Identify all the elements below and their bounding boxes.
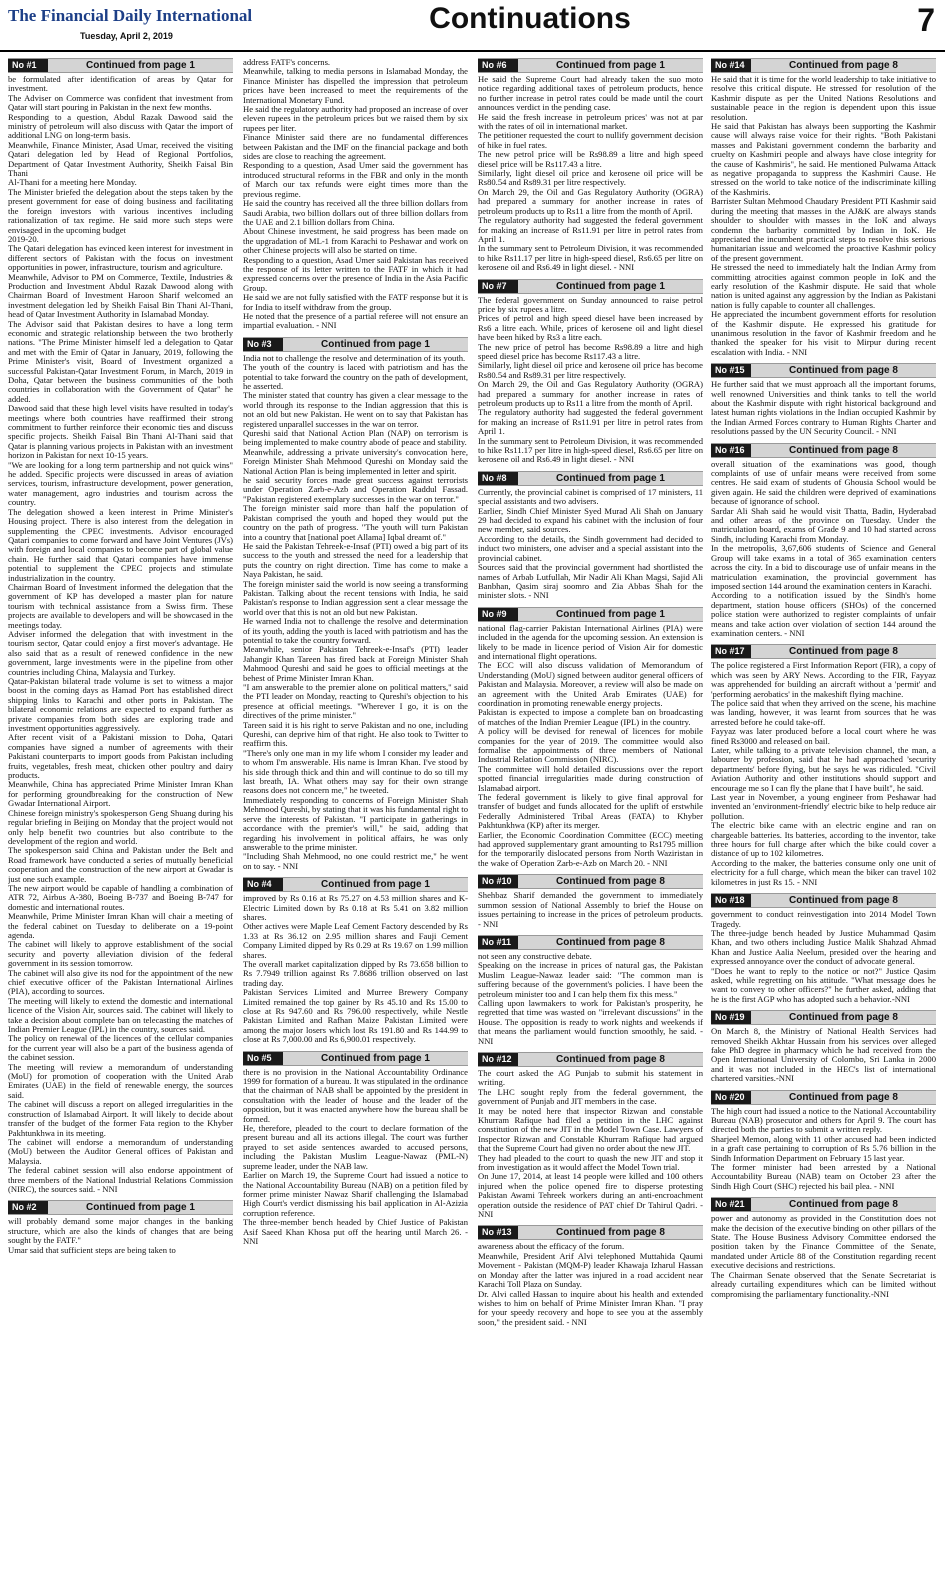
article — [711, 1010, 936, 1083]
article-number-badge: No #2 — [8, 1201, 48, 1214]
article-continuation-title: Continued from page 8 — [556, 936, 665, 948]
article-number-badge: No #21 — [711, 1198, 751, 1211]
article — [478, 1052, 703, 1220]
article-body: On March 8, the Ministry of National Health Services had removed Sheikh Akhtar Hussain from his services over alleged fake PhD degree in pharmacy which he had received from the Open International University of Colombo, Sri Lanka in 2000 and it was not included in the HEC's list of international chartered varsities.-NNI — [711, 1027, 936, 1084]
article-number-badge: No #3 — [243, 338, 283, 351]
article-number-badge: No #6 — [478, 59, 518, 72]
article-number-badge: No #7 — [478, 280, 518, 293]
article — [8, 1200, 233, 1255]
article — [711, 1090, 936, 1192]
article-continuation-title: Continued from page 8 — [556, 1053, 665, 1065]
article-number-badge: No #18 — [711, 894, 751, 907]
article — [478, 1225, 703, 1327]
article-number-badge: No #20 — [711, 1091, 751, 1104]
article — [243, 58, 468, 331]
article-header — [243, 877, 468, 892]
article-continuation-title: Continued from page 1 — [86, 1202, 195, 1214]
article-continuation-title: Continued from page 8 — [789, 1091, 898, 1103]
article-continuation-title: Continued from page 1 — [556, 608, 665, 620]
article-header — [711, 443, 936, 458]
column-4 — [711, 58, 936, 1573]
article-body: address FATF's concerns. Meanwhile, talking to media persons in Islamabad Monday, the Finance Minister has dispelled the impression that petroleum prices have been increased to meet the requirements of the International Monetary Fund. He said the regulatory authority had proposed an increase of over eleven rupees in the petroleum prices but we raised them by six rupees per liter. Finance Minister said there are no fundamental differences between Pakistan and the IMF on the financial package and both sides are close to reaching the agreement. Responding to a question, Asad Umer said the government has introduced structural reforms in the FBR and only in the month of March our tax refunds were eight times more than the previous regime. He said the country has received all the three billion dollars from Saudi Arabia, two billion dollars out of three billion dollars from the UAE and 2.1 billion dollars from China. About Chinese investment, he said progress has been made on the upgradation of ML-1 from Karachi to Peshawar and work on other Chinese projects will also be started on time. Responding to a question, Asad Umer said Pakistan has received the response of its letter written to the FATF in which it had expressed concerns over the presence of India in the Asia Pacific Group. He said we are not fully satisfied with the FATF response but it is for India to itself withdraw from the group. He noted that the presence of a partial referee will not ensure an impartial evaluation. - NNI — [243, 58, 468, 331]
article-body: The federal government on Sunday announced to raise petrol price by six rupees a litre. Prices of petrol and high speed diesel have been increased by Rs6 a litre each. While, prices of kerosene oil and light diesel have been hiked by Rs3 a litre each. The new price of petrol has become Rs98.89 a litre and high speed diesel price has become Rs117.43 a litre. Similarly, light diesel oil price and kerosene oil price has become Rs80.54 and Rs89.31 per litre respectively. On March 29, the Oil and Gas Regulatory Authority (OGRA) had prepared a summary for another increase in rates of petroleum products up to Rs11 a litre from the month of April. The regulatory authority had suggested the federal government for making an increase of Rs11.91 per litre in petrol rates from April 1. In the summary sent to Petroleum Division, it was recommended to hike Rs11.17 per litre in high-speed diesel, Rs6.65 per litre on kerosene oil and Rs6.49 in light diesel. - NNI — [478, 295, 703, 465]
article-header — [8, 58, 233, 73]
article-body: government to conduct reinvestigation into 2014 Model Town Tragedy. The three-judge bench headed by Justice Muhammad Qasim Khan, and two others including Justice Malik Shahzad Ahmad Khan and Justice Aalia Neelum, presided over the hearing and expressed annoyance over the conduct of advocate general. "Does he want to reply to the notice or not?" Justice Qasim asked, while regretting on his attitude. "What message does he want to convey to other officers?" he further asked, adding that he is the first AGP who has adopted such a behavior.-NNI — [711, 910, 936, 1004]
article — [478, 935, 703, 1046]
article — [711, 443, 936, 639]
article-number-badge: No #16 — [711, 444, 751, 457]
column-3 — [478, 58, 703, 1573]
article-continuation-title: Continued from page 1 — [556, 280, 665, 292]
column-1 — [8, 58, 233, 1573]
article-header — [478, 935, 703, 950]
article-continuation-title: Continued from page 8 — [556, 876, 665, 888]
article — [478, 471, 703, 601]
article — [243, 877, 468, 1045]
article-header — [711, 1090, 936, 1105]
article-body: awareness about the efficacy of the forum. Meanwhile, President Arif Alvi telephoned Muttahida Qaumi Movement - Pakistan (MQM-P) leader Khawaja Izharul Hassan on Monday after the latter was injured in a road accident near Karachi Toll Plaza on Sunday. Dr. Alvi called Hassan to inquire about his health and extended wishes to him on behalf of Prime Minister Imran Khan. "I pray for your speedy recovery and hope to see you at the assembly soon," the president said. - NNI — [478, 1242, 703, 1327]
article-header — [243, 1051, 468, 1066]
article-continuation-title: Continued from page 8 — [789, 444, 898, 456]
article-body: improved by Rs 0.16 at Rs 75.27 on 4.53 million shares and K-Electric Limited down by Rs 0.18 at Rs 5.41 on 3.82 million shares. Other actives were Maple Leaf Cement Factory descended by Rs 1.33 at Rs 36.12 on 2.95 million shares and Fauji Cement Company Limited dipped by Rs 0.29 at Rs 19.67 on 1.99 million shares. The overall market capitalization dipped by Rs 73.658 billion to Rs 7.7949 trillion against Rs 7.8686 trillion observed on last trading day. Pakistan Services Limited and Murree Brewery Company Limited remained the top gainer by Rs 45.10 and Rs 15.00 to close at Rs 947.60 and Rs 796.00 respectively, while Nestle Pakistan Limited and Rafhan Maize Pakistan Limited were among the major losers which lost Rs 191.80 and Rs 144.99 to close at Rs 7,000.00 and Rs 6,900.01 respectively. — [243, 894, 468, 1045]
article-number-badge: No #19 — [711, 1011, 751, 1024]
article-body: there is no provision in the National Accountability Ordinance 1999 for formation of a bureau. It was stipulated in the ordinance that the chairman of NAB shall be appointed by the president in consultation with the leader of house and the leader of the opposition, but it was enacted anywhere how the bureau shall be formed. He, therefore, pleaded to the court to declare formation of the present bureau and all its actions illegal. The court was further prayed to set aside sentences awarded to accused persons, including the Pakistan Muslim League-Nawaz (PML-N) supreme leader, under the NAB law. Earlier on March 19, the Supreme Court had issued a notice to the National Accountability Bureau (NAB) on a petition filed by former prime minister Nawaz Sharif challenging the Islamabad High Court's verdict dismissing his bail application in Al-Azizia corruption reference. The three-member bench headed by Chief Justice of Pakistan Asif Saeed Khan Khosa put off the hearing until March 26. - NNI — [243, 1067, 468, 1246]
article-body: Shehbaz Sharif demanded the government to immediately summon session of National Assembly to brief the House on issues pertaining to increase in the prices of petroleum products. - NNI — [478, 891, 703, 929]
article-body: India not to challenge the resolve and determination of its youth. The youth of the country is laced with patriotism and has the potential to take forward the country on the path of development, he asserted. The minister stated that country has given a clear message to the world through its response to the Indian aggression that this is not an old but new Pakistan. He went on to say that Pakistan has registered unparallel successes in the war on terror. Qureshi said that National Action Plan (NAP) on terrorism is being implemented to make country abode of peace and stability. Meanwhile, addressing a private university's convocation here, Foreign Minister Shah Mehmood Qureshi on Monday said the National Action Plan is being implemented in letter and spirit. he said security forces made great success against terrorists under Operation Zarb-e-Azb and Operation Raddul Fassad. "Pakistan registered exemplary successes in the war on terror." The foreign minister said more than half the population of Pakistan comprised the youth and hoped they would put the country on the path of progress. "The youth will turn Pakistan into a country that [national poet Allama] Iqbal dreamt of." He said the Pakistan Tehreek-e-Insaf (PTI) owed a big part of its success to the youth and stressed the need for a leadership that puts the country on right direction. Time has come to make a Naya Pakistan, he said. The foreign minister said the world is now seeing a transforming Pakistan. Talking about the recent tensions with India, he said Pakistan's response to Indian aggression sent a clear message the world over that this is not an old but new Pakistan. He warned India not to challenge the resolve and determination of its youth, adding the youth is laced with patriotism and has the potential to take the country forward. Meanwhile, senior Pakistan Tehreek-e-Insaf's (PTI) leader Jahangir Khan Tareen has fired back at Foreign Minister Shah Mahmood Qureshi and said he goes to official meetings at the behest of Prime Minister Imran Khan. "I am answerable to the premier alone on political matters," said the PTI leader on Monday, reacting to Qureshi's objection to his presence at official meetings. "Wherever I go, it is on the directives of the prime minister." Tareen said it is his right to serve Pakistan and no one, including Qureshi, can deprive him of that right. He also took to Twitter to reaffirm this. "There's only one man in my life whom I consider my leader and to whom I'm answerable. His name is Imran Khan. I've stood by his side through thick and thin and will continue to do so till my last breath, IA. What others may say for their own strange reasons does not concern me," he tweeted. Immediately responding to concerns of Foreign Minister Shah Mehmood Qureshi, by stating that it was his fundamental right to serve the interests of Pakistan. "I participate in gatherings in accordance with the premier's will," he said, adding that regarding his involvement in political affairs, he was only answerable to the prime minister. "Including Shah Mehmood, no one could restrict me," he went on to say. - NNI — [243, 353, 468, 871]
newspaper-title: The Financial Daily International — [8, 6, 253, 25]
article-number-badge: No #1 — [8, 59, 48, 72]
article-continuation-title: Continued from page 8 — [789, 365, 898, 377]
article-body: He further said that we must approach all the important forums, well renowned Universities and think tanks to tell the world about the Kashmir dispute with right historical background and latest human rights violations in the Indian occupied Kashmir by the Indian Armed Forces contrary to Human Rights Charter and resolutions passed by the UN Security Council. - NNI — [711, 380, 936, 437]
article-body: He said that it is time for the world leadership to take initiative to resolve this critical dispute. He stressed for resolution of the Kashmir dispute as per the United Nations Resolutions and sustainable peace in the region is dependent upon this issue resolution. He said that Pakistan has always been supporting the Kashmir cause will always raise voice for their rights. "Both Pakistani masses and Pakistani government condemn the barbarity and cruelty on Kashmiri people and always have close integrity for the cause of Kashmiris", he said. He mentioned Pulwama Attack as negative propaganda to suppress the Kashmiri Cause. He stressed on the world to take notice of the indiscriminate killing of the Kashmiris. Barrister Sultan Mehmood Chaudary President PTI Kashmir said during the meeting that masses in the AJ&K are always stands shoulder to shoulder with masses in the IoK and always condemn the barbarity committed by Indian in IoK. He appreciated the incumbent practical steps to resolve this serious humanitarian issue and welcomed the proactive Kashmir policy of the present government. He stressed the need to immediately halt the Indian Army from committing atrocities against common people in IoK and the early resolution of the Kashmir dispute. He said that whole nation is united against any aggression by the Indian as Pakistani nation is fully capable to counter all challenges. He appreciated the incumbent government efforts for resolution of the Kashmir dispute. He expressed his gratitude for unanimous resolution in the favor of Kashmir freedom and he thanked the speaker for his visit to Mirpur during recent escalation with India. - NNI — [711, 75, 936, 357]
issue-date: Tuesday, April 2, 2019 — [80, 31, 173, 41]
article-body: be formulated after identification of areas by Qatar for investment. The Adviser on Commerce was confident that investment from Qatar will start pouring in Pakistan in the next few months. Responding to a question, Abdul Razak Dawood said the ministry of petroleum will also discuss with Qatar the import of additional LNG on long-term basis. Meanwhile, Finance Minister, Asad Umar, received the visiting Qatari delegation led by Head of Regional Portfolios, Department of Qatar Investment Authority, Sheikh Faisal Bin Thani Al-Thani for a meeting here Monday. The Minister briefed the delegation about the steps taken by the present government for ease of doing business and facilitating the foreign investors with various incentives including rationalization of tax regime. He said more such steps were envisaged in the upcoming budget 2019-20. The Qatari delegation has evinced keen interest for investment in different sectors of Pakistan with the focus on investment opportunities in power, infrastructure, tourism and agriculture. Meanwhile, Advisor to PM on Commerce, Textile, Industries & Production and Investment Abdul Razak Dawood along with Chairman Board of Investment Haroon Sharif welcomed an investment delegation led by Sheikh Faisal Bin Thani Al-Thani, head of Qatar Investment Authority in Islamabad Monday. The Advisor said that Pakistan desires to have a long term economic and strategic relationship between the two brotherly nations. "The Prime Minister himself led a delegation to Qatar and met with the Emir of Qatar in January, 2019, following the Prime Minister's visit, Board of Investment organized a successful Pakistan-Qatar Investment Forum, in March, 2019 in Doha, Qatar between the business communities of the both countries in collaboration with the Government of Qatar" he added. Dawood said that these high level visits have resulted in today's meetings where both countries have reaffirmed their strong commitment to further reinforce their economic ties and discuss specific projects. Sheikh Faisal Bin Thani Al-Thani said that Qatar is planning various projects in Pakistan with an investment horizon in Pakistan for next 10-15 years. "We are looking for a long term partnership and not quick wins" he added. Specific projects were discussed in areas of aviation services, tourism, infrastructure development, power generation, water management, agro industries and tourism across the country. The delegation showed a keen interest in Prime Minister's Housing project. There is also interest from the delegation in supplementing the CPEC investments. Advisor encouraged Qatari companies to come forward and have Joint Ventures (JVs) with foreign and local companies to become part of global value chain. He further said that Qatari companies have immense potential to supplement the CPEC projects and stimulate industrialization in the country. Chairman Board of Investment informed the delegation that the government of KP has developed a master plan for nature tourism with technical assistance from a Swiss firm. These projects are available to developers and will be showcased in the meetings today. Adviser informed the delegation that with investment in the tourism sector, Qatar could enjoy a first mover's advantage. He also said that as a result of renewed confidence in the new government, large investments were in the pipeline from other countries including China, Malaysia and Turkey. Qatar-Pakistan bilateral trade volume is set to witness a major boost in the coming days as Hamad Port has established direct shipping links to Karachi and other ports in Pakistan. The bilateral economic relations are expected to expand further as private companies from both sides are exploring trade and investment opportunities aggressively. After recent visit of a Pakistani mission to Doha, Qatari companies have signed a number of agreements with their Pakistani counterparts to import goods from Pakistan including fruits, vegetables, fresh meat, chicken other poultry and dairy products. Meanwhile, China has appreciated Prime Minister Imran Khan for performing groundbreaking for the construction of New Gwadar International Airport. Chinese foreign ministry's spokesperson Geng Shuang during his regular briefing in Beijing on Monday that the project would not only help benefit two countries but also contribute to the development of the region and world. The spokesperson said China and Pakistan under the Belt and Road framework have conducted a series of mutually beneficial cooperation and the construction of the new airport at Gwadar is just one such example. The new airport would be capable of handling a combination of ATR 72, Airbus A-380, Boeing B-737 and Boeing B-747 for domestic and international routes. Meanwhile, Prime Minister Imran Khan will chair a meeting of the federal cabinet on Tuesday to deliberate on a 19-point agenda. The cabinet will likely to approve establishment of the social security and poverty alleviation division of the federal government in its session tomorrow. The cabinet will also give its nod for the appointment of the new chief executive officer of the Pakistan International Airlines (PIA), according to sources. The meeting will likely to extend the domestic and international licence of the Vision Air, sources said. The cabinet will likely to take a decision about complete ban on telecasting the matches of Indian Premier League (IPL) in the country, sources said. The policy on renewal of the licences of the cellular companies for the current year will also be a part of the business agenda of the cabinet session. The meeting will review a memorandum of understanding (MoU) for promotion of cooperation with the United Arab Emirates (UAE) in the field of renewable energy, the sources said. The cabinet will discuss a report on alleged irregularities in the construction of Islamabad Airport. It will likely to decide about transfer of the budget of the former Fata region to the Khyber Pakhtunkhwa in its meeting. The cabinet will endorse a memorandum of understanding (MoU) between the Auditor General offices of Pakistan and Malaysia. The federal cabinet session will also endorse appointment of three members of the National Industrial Relations Commission (NIRC), the sources said. - NNI — [8, 75, 233, 1194]
article — [711, 1197, 936, 1299]
column-2 — [243, 58, 468, 1573]
article-header — [711, 363, 936, 378]
article-header — [711, 58, 936, 73]
article — [243, 1051, 468, 1247]
article-number-badge: No #14 — [711, 59, 751, 72]
article-header — [478, 58, 703, 73]
article — [478, 607, 703, 869]
article-number-badge: No #15 — [711, 364, 751, 377]
article-header — [711, 1010, 936, 1025]
article-body: The high court had issued a notice to the National Accountability Bureau (NAB) prosecutor and others for April 9. The court has directed both the parties to submit a written reply. Sharjeel Memon, along with 11 other accused had been indicted in a graft case pertaining to corruption of Rs 5.76 billion in the Sindh Information Department on February 15 last year. The former minister had been arrested by a National Accountability Bureau (NAB) team on October 23 after the Sindh High Court (SHC) rejected his bail plea. - NNI — [711, 1106, 936, 1191]
article-header — [711, 893, 936, 908]
article-header — [243, 337, 468, 352]
article-header — [478, 471, 703, 486]
article-continuation-title: Continued from page 8 — [789, 60, 898, 71]
article-body: He said the Supreme Court had already taken the suo moto notice regarding additional taxes of petroleum products, hence no further increase in petrol rates could be made until the court announces verdict in the pending case. He said the fresh increase in petroleum prices' was not at par with the rates of oil in international market. The petitioner requested the court to nullify government decision of hike in fuel rates. The new petrol price will be Rs98.89 a litre and high speed diesel price will be Rs117.43 a litre. Similarly, light diesel oil price and kerosene oil price will be Rs80.54 and Rs89.31 per litre respectively. On March 29, the Oil and Gas Regulatory Authority (OGRA) had prepared a summary for another increase in rates of petroleum products up to Rs11 a litre from the month of April. The regulatory authority had suggested the federal government for making an increase of Rs11.91 per litre in petrol rates from April 1. In the summary sent to Petroleum Division, it was recommended to hike Rs11.17 per litre in high-speed diesel, Rs6.65 per litre on kerosene oil and Rs6.49 in light diesel. - NNI — [478, 75, 703, 273]
article-header — [478, 1052, 703, 1067]
article-continuation-title: Continued from page 8 — [789, 895, 898, 907]
article-continuation-title: Continued from page 1 — [321, 879, 430, 891]
article-number-badge: No #8 — [478, 472, 518, 485]
article — [711, 644, 936, 887]
article-header — [711, 644, 936, 659]
article-header — [478, 874, 703, 889]
article — [478, 874, 703, 929]
article-continuation-title: Continued from page 8 — [789, 646, 898, 658]
article-header — [478, 1225, 703, 1240]
section-title: Continuations — [429, 2, 631, 35]
article-body: not seen any constructive debate. Speaking on the increase in prices of natural gas, the Pakistan Muslim League-Nawaz leader said: "The common man is suffering because of the government's policies. I have been the petroleum minister too and I can help them fix this mess." Calling upon lawmakers to work for Pakistan's prosperity, he regretted that time was wasted on "irrelevant discussions" in the House. The opposition is ready to work nights and weekends if that means the parliament would function smoothly, he said. - NNI — [478, 951, 703, 1046]
article-number-badge: No #10 — [478, 875, 518, 888]
article-continuation-title: Continued from page 1 — [556, 60, 665, 71]
article-header — [478, 607, 703, 622]
article-header — [478, 279, 703, 294]
article-header — [711, 1197, 936, 1212]
article — [243, 337, 468, 871]
article — [8, 58, 233, 1194]
masthead — [0, 0, 945, 52]
article — [711, 893, 936, 1004]
article — [478, 58, 703, 273]
article-body: The court asked the AG Punjab to submit his statement in writing. The LHC sought reply from the federal government, the government of Punjab and JIT members in the case. It may be noted here that inspector Rizwan and constable Khurram Rafique had filed a petition in the LHC against constitution of the new JIT in the Model Town Case. Lawyers of Inspector Rizwan and Constable Khurram Rafique had argued that the Supreme Court had given no order about the new JIT. They had pleaded to the court to quash the new JIT and stop it from investigation as it would affect the Model Town trial. On June 17, 2014, at least 14 people were killed and 100 others injured when the police opened fire to disperse protesting Pakistan Awami Tehreek workers during an anti-encroachment operation outside the residence of PAT chief Dr Tahirul Qadri. - NNI — [478, 1068, 703, 1220]
article-number-badge: No #12 — [478, 1053, 518, 1066]
article-body: national flag-carrier Pakistan International Airlines (PIA) were included in the agenda for the upcoming session. An extension is likely to be made in licence period of Vision Air for domestic and international flight operations. The ECC will also discuss validation of Memorandum of Understanding (MoU) signed between auditor general officers of Pakistan and Malaysia. Moreover, a review will also be made on an agreement with the United Arab Emirates (UAE) for coordination in promoting renewable energy projects. Pakistan is expected to impose a complete ban on broadcasting of matches of the Indian Premier League (IPL) in the country. A policy will be devised for renewal of licences for mobile companies for the year of 2019. The committee would also formalise the appointments of three members of National Industrial Relation Commission (NIRC). The committee will hold detailed discussions over the report spotted financial irregularities made during construction of Islamabad airport. The federal government is likely to give final approval for transfer of budget and funds allocated for the uplift of erstwhile Federally Administered Tribal Areas (FATA) to Khyber Pakhtunkhwa (KP) after its merger. Earlier, the Economic Coordination Committee (ECC) meeting had approved supplementary grant amounting to Rs1795 million for the temporarily dislocated persons from North Waziristan in the wake of Operation Zarb-e-Azb on March 20. - NNI — [478, 623, 703, 868]
page-number: 7 — [917, 2, 935, 38]
article — [478, 279, 703, 465]
article-number-badge: No #13 — [478, 1226, 518, 1239]
article — [711, 58, 936, 357]
article-body: The police registered a First Information Report (FIR), a copy of which was seen by ARY News. According to the FIR, Fayyaz was apprehended for building an aircraft without a 'permit' and 'performing aerobatics' in the makeshift flying machine. The police said that when they arrived on the scene, his machine was landing, however, it was learnt from sources that he was arrested before he could take-off. Fayyaz was later produced before a local court where he was fined Rs3000 and released on bail. Later, while talking to a private television channel, the man, a labourer by profession, said that he had approached 'security departments' before flying, but he says he was ridiculed. "Civil Aviation Authority and other institutions should support and encourage me so I can fly the plane that I have built", he said. Last year in November, a young engineer from Peshawar had invented an 'environment-friendly' electric bike to help reduce air pollution. The electric bike came with an electric engine and ran on chargeable batteries. Its batteries, according to the inventor, take three hours for full charge after which the bike could cover a distance of up to 102 kilometres. According to the maker, the batteries consume only one unit of electricity for a full charge, which mean the biker can travel 102 kilometres in just Rs 15. - NNI — [711, 661, 936, 887]
article-body: Currently, the provincial cabinet is comprised of 17 ministers, 11 special assistants and two advisers. Earlier, Sindh Chief Minister Syed Murad Ali Shah on January 29 had decided to expand his cabinet with the inclusion of four new member, said sources. According to the details, the Sindh government had decided to induct two ministers, one adviser and a special assistant into the provincial cabinet. Sources said that the provincial government had shortlisted the names of Arbab Lutfullah, Mir Nadir Ali Khan Magsi, Sajid Ali Banbhan, Qasim siraj soomro and Zia Abbas Shah for the minister slots. - NNI — [478, 487, 703, 601]
article-number-badge: No #9 — [478, 608, 518, 621]
article-body: power and autonomy as provided in the Constitution does not make the decision of the executive binding on other pillars of the State. The House Business Advisory Committee endorsed the position taken by the Finance Committee of the Senate, mandated under Article 88 of the Constitution regarding recent executive decisions and restrictions. The Chairman Senate observed that the Senate Secretariat is already curtailing expenditures which can be limited without compromising the parliamentary functionality.-NNI — [711, 1214, 936, 1299]
article-continuation-title: Continued from page 1 — [321, 338, 430, 350]
article-body: will probably demand some major changes in the banking structure, which are also the kinds of changes that are being sought by the FATF." Umar said that sufficient steps are being taken to — [8, 1217, 233, 1255]
article-number-badge: No #5 — [243, 1052, 283, 1065]
article-body: overall situation of the examinations was good, though complaints of use of unfair means were received from some centres. He said exam of students of Ghousia School would be given again. He said the children were deprived of examinations because of ignorance of school. Sardar Ali Shah said he would visit Thatta, Badin, Hyderabad and other areas of the province on Tuesday. Under the matriculation board, exams of Grade 9 and 10 had started across Sindh, including Karachi from Monday. In the metropolis, 3,67,606 students of Science and General Group will take exams in a total of 365 examination centers across the city. In a bid to discourage use of unfair means in the matriculation examination, the provincial government has imposed section 144 around the examination centers in Karachi. According to a notification issued by the Sindh's home department, station house officers (SHOs) of the concerned police station were authorized to register complaints of unfair means and take action over violation of section 144 around the examination centers. - NNI — [711, 459, 936, 638]
article-continuation-title: Continued from page 1 — [556, 472, 665, 484]
article-continuation-title: Continued from page 8 — [789, 1012, 898, 1024]
article-number-badge: No #17 — [711, 645, 751, 658]
article-continuation-title: Continued from page 8 — [789, 1199, 898, 1211]
article-continuation-title: Continued from page 1 — [86, 60, 195, 71]
article-number-badge: No #11 — [478, 936, 518, 949]
article — [711, 363, 936, 436]
article-continuation-title: Continued from page 1 — [321, 1052, 430, 1064]
article-header — [8, 1200, 233, 1215]
article-continuation-title: Continued from page 8 — [556, 1227, 665, 1239]
article-number-badge: No #4 — [243, 878, 283, 891]
